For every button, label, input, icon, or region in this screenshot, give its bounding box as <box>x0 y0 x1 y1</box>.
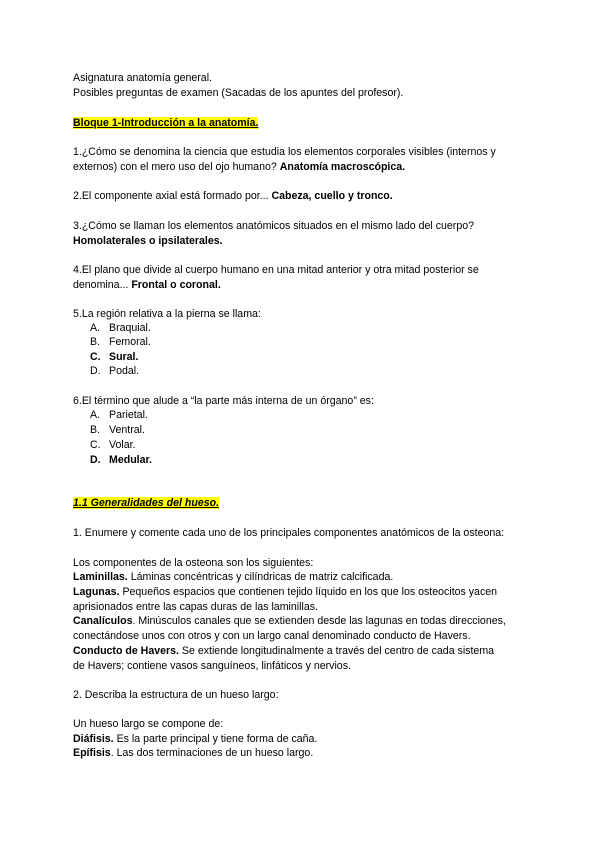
q1-line1: 1.¿Cómo se denomina la ciencia que estudia los elementos corporales visibles (internos y <box>73 146 496 158</box>
section11-heading <box>73 496 219 511</box>
option-label: Femoral. <box>109 336 151 348</box>
lagunas-line1 <box>73 585 497 600</box>
option-marker: D. <box>90 365 101 377</box>
q1-line2-text: externos) con el mero uso del ojo humano? <box>73 161 280 173</box>
laminillas-def: Láminas concéntricas y cilíndricas de matriz calcificada. <box>127 571 394 583</box>
diafisis-def: Es la parte principal y tiene forma de caña. <box>113 733 318 745</box>
q4-answer: Frontal o coronal. <box>131 279 221 291</box>
canaliculos-line1 <box>73 614 506 629</box>
q6-text: 6.El término que alude a “la parte más interna de un órgano” es: <box>73 395 374 407</box>
q4-line2 <box>73 278 221 293</box>
q3-answer <box>73 234 223 249</box>
laminillas-term: Laminillas. <box>73 571 128 583</box>
block1-heading-text: Bloque 1-Introducción a la anatomía. <box>73 117 259 129</box>
havers-def1: Se extiende longitudinalmente a través del centro de cada sistema <box>178 645 495 657</box>
q6-option-d <box>90 453 152 468</box>
option-marker: C. <box>90 439 101 451</box>
q5-option-c <box>90 350 138 365</box>
lagunas-term: Lagunas. <box>73 586 120 598</box>
option-label: Podal. <box>109 365 140 377</box>
epifisis-line <box>73 746 313 761</box>
q2 <box>73 189 393 204</box>
option-label: Medular. <box>109 454 152 466</box>
q6-option-c <box>90 438 136 453</box>
lagunas-line2: aprisionados entre las capas duras de las laminillas. <box>73 601 318 613</box>
q2-text: 2.El componente axial está formado por... <box>73 190 272 202</box>
option-marker: D. <box>90 454 101 466</box>
diafisis-line <box>73 732 317 747</box>
option-label: Ventral. <box>109 424 145 436</box>
q5-text: 5.La región relativa a la pierna se llama: <box>73 308 261 320</box>
s11-q2-text: 2. Describa la estructura de un hueso largo: <box>73 689 279 701</box>
option-marker: A. <box>90 409 101 421</box>
canaliculos-def1: . Minúsculos canales que se extienden desde las lagunas en todas direcciones, <box>132 615 506 627</box>
q5-option-b <box>90 335 151 350</box>
q3-answer-text: Homolaterales o ipsilaterales. <box>73 235 223 247</box>
canaliculos-term: Canalículos <box>73 615 133 627</box>
option-label: Braquial. <box>109 322 151 334</box>
option-marker: B. <box>90 336 101 348</box>
q6-option-a <box>90 408 148 423</box>
epifisis-def: . Las dos terminaciones de un hueso largo. <box>110 747 314 759</box>
option-marker: C. <box>90 351 101 363</box>
option-label: Parietal. <box>109 409 148 421</box>
option-label: Sural. <box>109 351 139 363</box>
lagunas-def1: Pequeños espacios que contienen tejido líquido en los que los osteocitos yacen <box>119 586 498 598</box>
havers-line1 <box>73 644 494 659</box>
q6-option-b <box>90 423 145 438</box>
q1-line2 <box>73 160 405 175</box>
havers-term: Conducto de Havers. <box>73 645 179 657</box>
section11-heading-text: 1.1 Generalidades del hueso. <box>73 497 220 509</box>
s11-q1-intro: Los componentes de la osteona son los siguientes: <box>73 557 314 569</box>
s11-q2-intro: Un hueso largo se compone de: <box>73 718 224 730</box>
q2-answer: Cabeza, cuello y tronco. <box>271 190 393 202</box>
option-marker: A. <box>90 322 101 334</box>
q4-line1: 4.El plano que divide al cuerpo humano en una mitad anterior y otra mitad posterior se <box>73 264 479 276</box>
epifisis-term: Epífisis <box>73 747 111 759</box>
q5-option-d <box>90 364 139 379</box>
q4-line2-text: denomina... <box>73 279 132 291</box>
havers-line2: de Havers; contiene vasos sanguíneos, linfáticos y nervios. <box>73 660 351 672</box>
laminillas-line <box>73 570 393 585</box>
course-title: Asignatura anatomía general. <box>73 72 212 84</box>
diafisis-term: Diáfisis. <box>73 733 114 745</box>
document-subtitle: Posibles preguntas de examen (Sacadas de los apuntes del profesor). <box>73 87 404 99</box>
option-label: Volar. <box>109 439 136 451</box>
canaliculos-line2: conectándose unos con otros y con un largo canal denominado conducto de Havers. <box>73 630 471 642</box>
q3-line1: 3.¿Cómo se llaman los elementos anatómicos situados en el mismo lado del cuerpo? <box>73 220 475 232</box>
block1-heading <box>73 116 258 131</box>
option-marker: B. <box>90 424 101 436</box>
s11-q1-text: 1. Enumere y comente cada uno de los principales componentes anatómicos de la osteona: <box>73 527 505 539</box>
q5-option-a <box>90 321 151 336</box>
q1-answer: Anatomía macroscópica. <box>279 161 406 173</box>
